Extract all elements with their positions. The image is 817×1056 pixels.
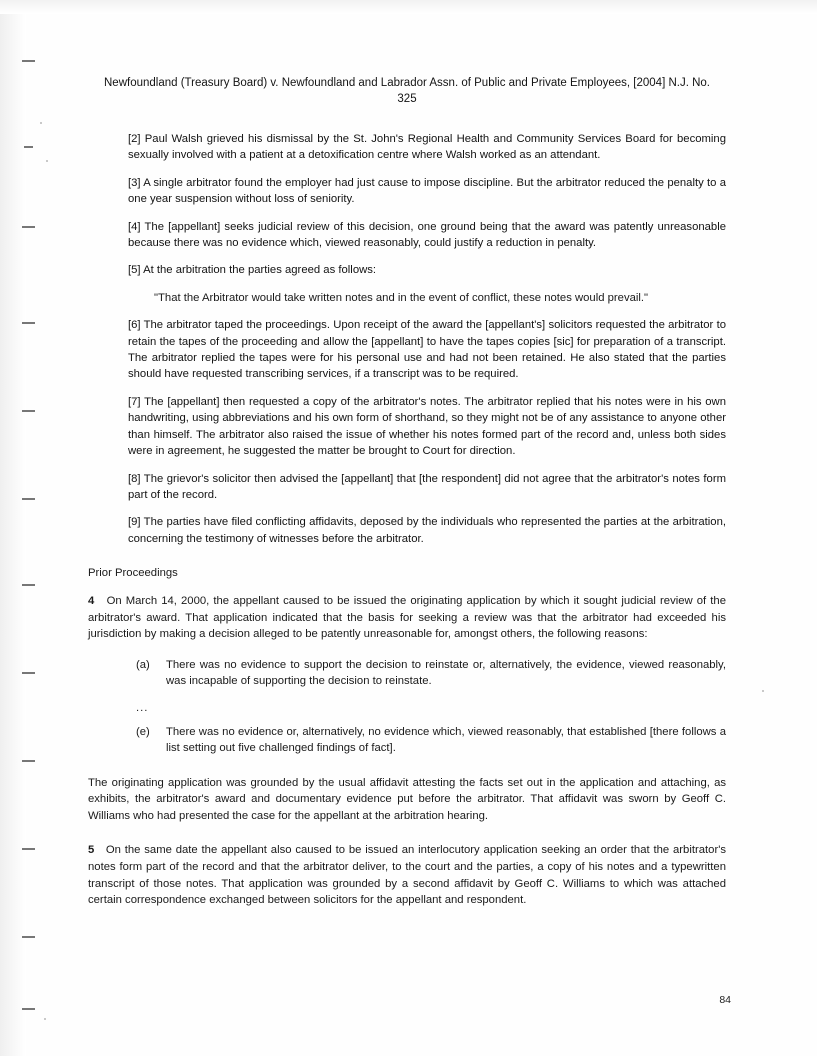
list-item-text: There was no evidence to support the decision to reinstate or, alternatively, the evidence, viewed reasonably, was incapable of supporting the decision to reinstate. <box>166 658 726 688</box>
paragraph-3: [3] A single arbitrator found the employer had just cause to impose discipline. But the arbitrator reduced the penalty to a one year suspension without loss of seniority. <box>128 176 726 206</box>
paragraph-9: [9] The parties have filed conflicting affidavits, deposed by the individuals who represented the parties at the arbitration, concerning the testimony of witnesses before the arbitrator. <box>128 516 726 545</box>
paragraph-6: [6] The arbitrator taped the proceedings. Upon receipt of the award the [appellant's] solicitors requested the arbitrator to retain the tapes of the proceeding and allow the [appellant] to have the tapes copies [sic] for preparation of a transcript. The arbitrator replied the tapes were for his personal use and had not been retained. He also stated that the parties should have requested transcribing services, if a transcript was to be required. <box>128 319 726 381</box>
block-quote: "That the Arbitrator would take written notes and in the event of conflict, these notes would prevail." <box>154 291 649 304</box>
scan-edge-shadow-top <box>0 0 817 14</box>
case-citation-header: Newfoundland (Treasury Board) v. Newfoundland and Labrador Assn. of Public and Private Employees, [2004] N.J. No. 325 <box>104 77 710 105</box>
numbered-paragraph-4 <box>88 593 726 643</box>
document-body <box>88 76 726 923</box>
paragraph-text: On the same date the appellant also caused to be issued an interlocutory application seeking an order that the arbitrator's notes form part of the record and that the arbitrator deliver, to the court and the parties, a copy of his notes and a typewritten transcript of those notes. That application was grounded by a second affidavit by Geoff C. Williams to which was attached certain correspondence exchanged between solicitors for the appellant and respondent. <box>88 844 727 907</box>
paragraph-5: [5] At the arbitration the parties agreed as follows: <box>128 264 377 277</box>
paragraph-7: [7] The [appellant] then requested a copy of the arbitrator's notes. The arbitrator replied that his notes were in his own handwriting, using abbreviations and his own form of shorthand, so they might not be of any assistance to anyone other than himself. The arbitrator also raised the issue of whether his notes formed part of the record and, unless both sides were in agreement, he suggested the matter be brought to Court for direction. <box>128 395 726 458</box>
paragraph-8: [8] The grievor's solicitor then advised the [appellant] that [the respondent] did not agree that the arbitrator's notes form part of the record. <box>128 472 726 501</box>
scan-speck <box>46 160 48 162</box>
paragraph-number: 4 <box>88 595 103 608</box>
list-item <box>88 657 726 690</box>
paragraph-2: [2] Paul Walsh grieved his dismissal by the St. John's Regional Health and Community Services Board for becoming sexually involved with a patient at a detoxification centre where Walsh worked as an attendant. <box>128 133 726 162</box>
list-item <box>88 724 726 757</box>
paragraph-number: 5 <box>88 844 102 857</box>
list-item-marker: (a) <box>136 658 150 671</box>
omission-ellipsis: ... <box>136 701 149 714</box>
scan-speck <box>762 690 764 692</box>
list-item-marker: (e) <box>136 725 150 738</box>
page-number: 84 <box>719 994 731 1006</box>
numbered-paragraph-5 <box>88 842 726 908</box>
section-heading-prior-proceedings: Prior Proceedings <box>88 567 178 580</box>
paragraph-text: On March 14, 2000, the appellant caused to be issued the originating application by which it sought judicial review of the arbitrator's award. That application indicated that the basis for seeking a review was that the arbitrator had exceeded his jurisdiction by making a decision alleged to be patently unreasonable for, amongst others, the following reasons: <box>88 595 726 641</box>
scan-speck <box>40 122 42 124</box>
binder-hole-marks <box>22 60 38 1020</box>
scan-speck <box>44 1018 46 1020</box>
list-item-text: There was no evidence or, alternatively, no evidence which, viewed reasonably, that established [there follows a list setting out five challenged findings of fact]. <box>166 725 726 755</box>
numbered-paragraph-group <box>128 131 726 547</box>
paragraph-4: [4] The [appellant] seeks judicial review of this decision, one ground being that the award was patently unreasonable because there was no evidence which, viewed reasonably, could justify a reduction in penalty. <box>128 220 726 250</box>
closing-paragraph: The originating application was grounded by the usual affidavit attesting the facts set out in the application and attaching, as exhibits, the arbitrator's award and documentary evidence put before the arbitrator. That affidavit was sworn by Geoff C. Williams who had presented the case for the appellant at the arbitration hearing. <box>88 776 726 822</box>
